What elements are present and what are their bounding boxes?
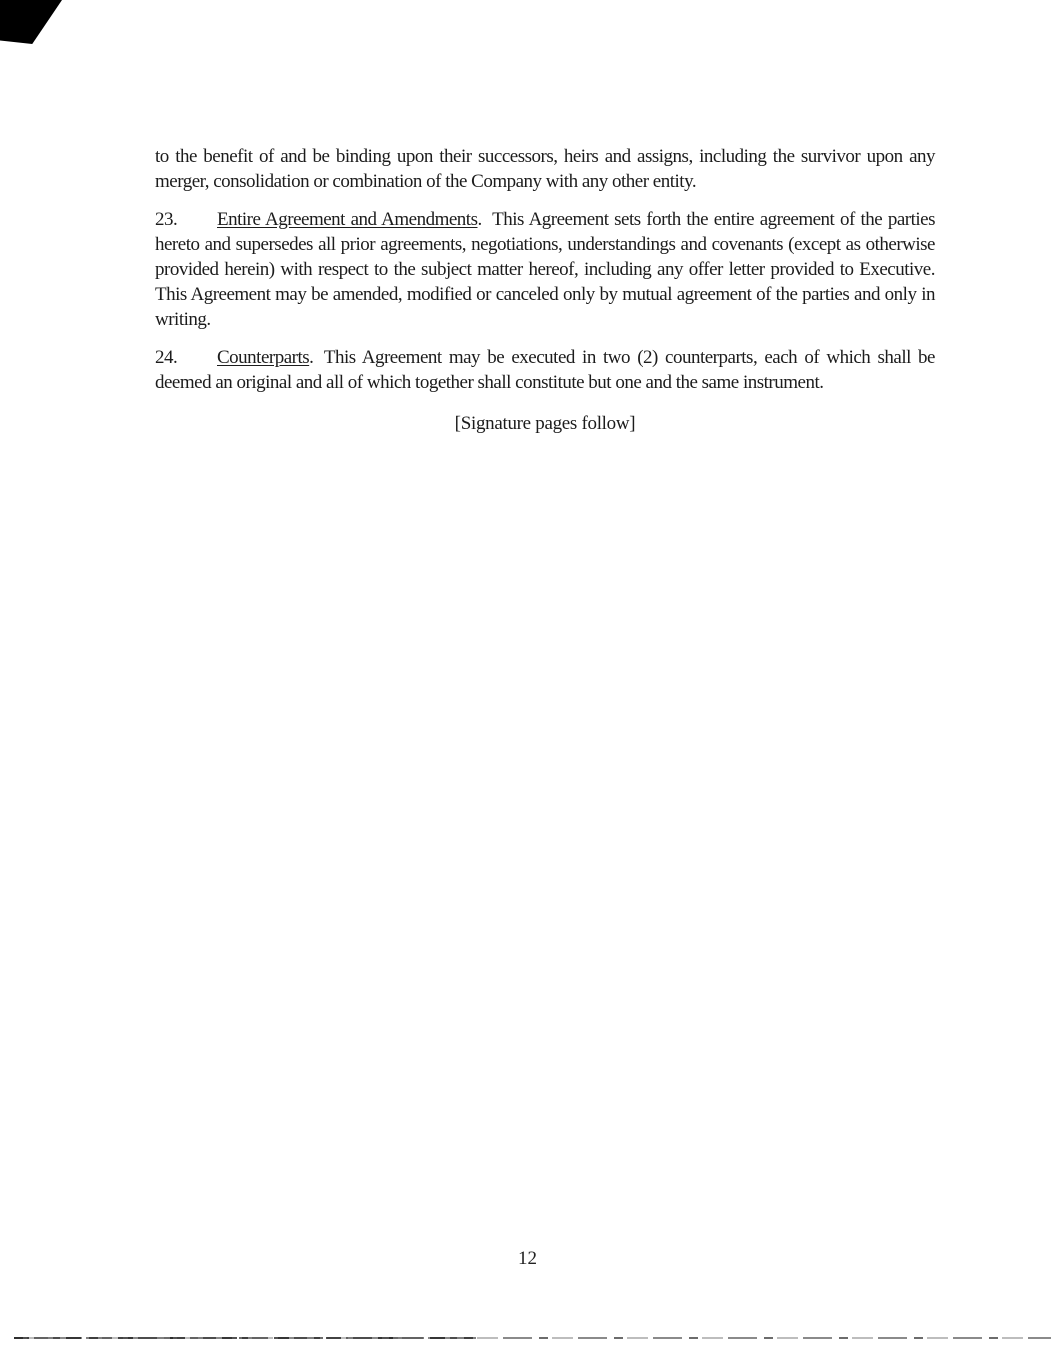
paragraph-24 — [155, 345, 940, 395]
bottom-scan-line — [0, 1337, 1055, 1340]
paragraph-body: This Agreement sets forth the entire agreement of the parties hereto and supersedes all prior agreements, negotiations, understandings and covenants (except as otherwise provided herein) with respect to the subject matter hereof, including any offer letter provided to Executive. This Agreement may be amended, modified or canceled only by mutual agreement of the parties and only in writing. — [155, 209, 944, 330]
signature-note: [Signature pages follow] — [454, 413, 636, 434]
paragraph-number: 23. — [155, 209, 178, 230]
paragraph-23 — [155, 207, 944, 332]
paragraph-body: This Agreement may be executed in two (2) counterparts, each of which shall be deemed an original and all of which together shall constitute but one and the same instrument. — [155, 347, 940, 393]
page-content — [155, 144, 944, 436]
paragraph-number: 24. — [155, 347, 178, 368]
heading-punctuation: . — [477, 209, 482, 230]
continuation-text: to the benefit of and be binding upon their successors, heirs and assigns, including the survivor upon any merger, consolidation or combination of the Company with any other entity. — [155, 146, 940, 192]
section-heading-counterparts: Counterparts — [217, 347, 310, 368]
corner-scan-artifact — [0, 0, 62, 44]
heading-punctuation: . — [309, 347, 314, 368]
section-heading-entire-agreement: Entire Agreement and Amendments — [217, 209, 478, 230]
continuation-paragraph — [155, 144, 940, 194]
page-number: 12 — [518, 1248, 537, 1269]
